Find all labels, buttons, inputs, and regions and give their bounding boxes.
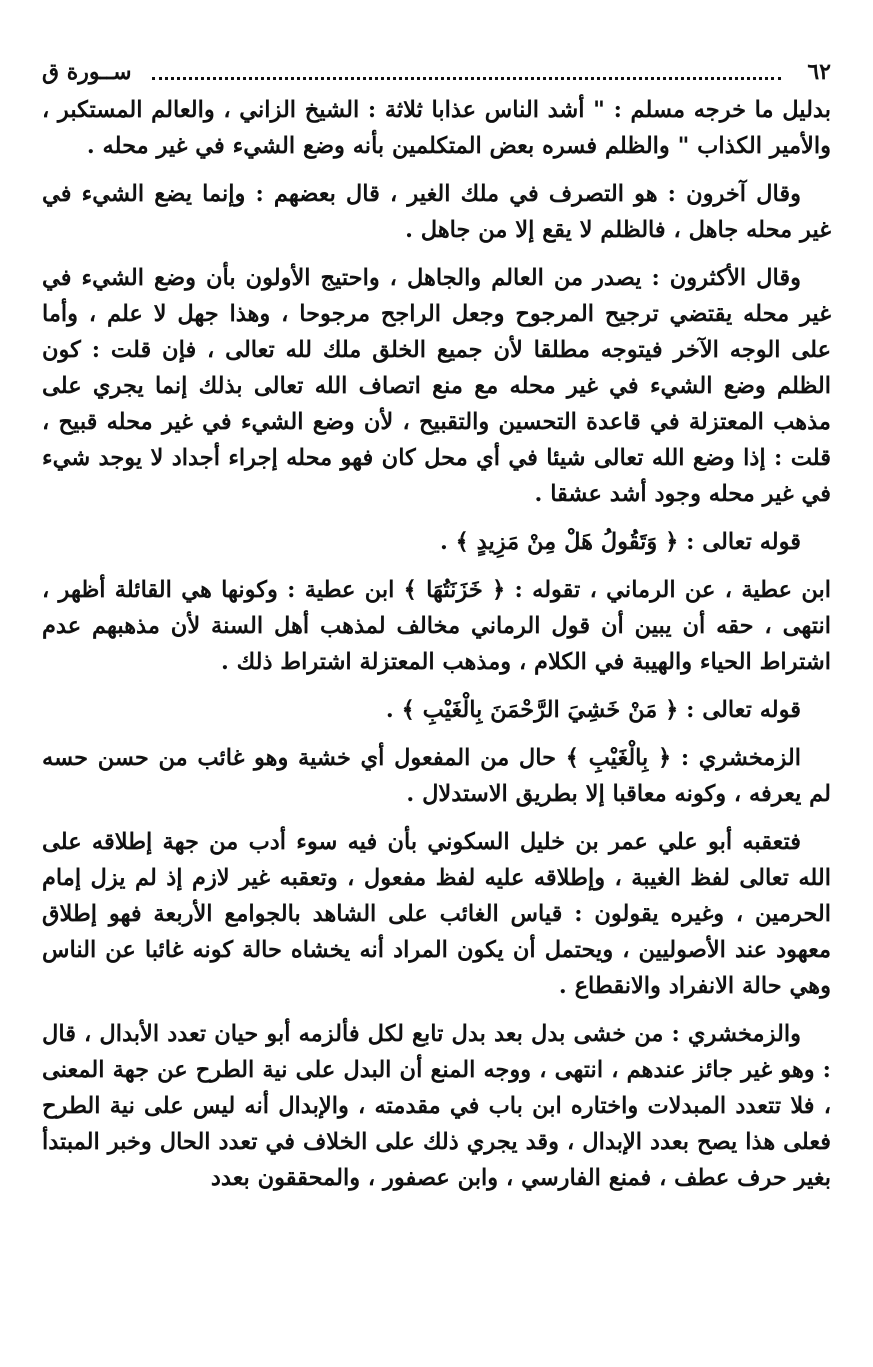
verse-heading: قوله تعالى : ﴿ وَتَقُولُ هَلْ مِنْ مَزِيدٍ ﴾ . [440,529,801,555]
paragraph: بدليل ما خرجه مسلم : " أشد الناس عذابا ثلاثة : الشيخ الزاني ، والعالم المستكبر ، والأمير الكذاب " والظلم فسره بعض المتكلمين بأنه وضع الشيء في غير محله . [42,97,831,159]
book-page [42,52,831,1342]
paragraph: وقال آخرون : هو التصرف في ملك الغير ، قال بعضهم : وإنما يضع الشيء في غير محله جاهل ، فالظلم لا يقع إلا من جاهل . [42,181,831,243]
page-number: ٦٢ [807,59,831,85]
paragraph: الزمخشري : ﴿ بِالْغَيْبِ ﴾ حال من المفعول أي خشية وهو غائب من حسن حسه لم يعرفه ، وكونه معاقبا إلا بطريق الاستدلال . [42,745,831,807]
paragraph: فتعقبه أبو علي عمر بن خليل السكوني بأن فيه سوء أدب من جهة إطلاقه على الله تعالى لفظ الغيبة ، وإطلاقه عليه لفظ مفعول ، وتعقبه غير لازم إذ لم يزل إمام الحرمين ، وغيره يقولون : قياس الغائب على الشاهد بالجوامع الأربعة فهو إطلاق معهود عند الأصوليين ، ويحتمل أن يكون المراد أنه يخشاه حالة كونه غائبا عن الناس وهي حالة الانفراد والانقطاع . [42,829,831,999]
header-dotted-rule [152,65,782,80]
paragraph: ابن عطية ، عن الرماني ، تقوله : ﴿ خَزَنَتُهَا ﴾ ابن عطية : وكونها هي القائلة أظهر ، انتهى ، حقه أن يبين أن قول الرماني مخالف لمذهب أهل السنة لأن مذهبهم عدم اشتراط الحياء والهيبة في الكلام ، ومذهب المعتزلة اشتراط ذلك . [42,577,831,675]
verse-heading: قوله تعالى : ﴿ مَنْ خَشِيَ الرَّحْمَنَ بِالْغَيْبِ ﴾ . [385,697,801,723]
paragraph: وقال الأكثرون : يصدر من العالم والجاهل ، واحتيج الأولون بأن وضع الشيء في غير محله يقتضي ترجيح المرجوح وجعل الراجح مرجوحا ، وهذا جهل لا علم ، وأما على الوجه الآخر فيتوجه مطلقا لأن جميع الخلق ملك لله تعالى ، فإن قلت : كون الظلم وضع الشيء في غير محله مع منع اتصاف الله تعالى بذلك إنما يجري على مذهب المعتزلة في قاعدة التحسين والتقبيح ، لأن وضع الشيء في غير محله قبيح ، قلت : إذا وضع الله تعالى شيئا في أي محل كان فهو محله إجراء أجداد لا يوجد شيء في غير محله وجود أشد عشقا . [42,265,831,507]
surah-title: ســورة ق [42,59,132,85]
page-body [42,92,831,1196]
page-header [42,52,831,92]
paragraph: والزمخشري : من خشى بدل بعد بدل تابع لكل فألزمه أبو حيان تعدد الأبدال ، قال : وهو غير جائز عندهم ، انتهى ، ووجه المنع أن البدل على نية الطرح عن جهة المعنى ، فلا تتعدد المبدلات واختاره ابن باب في مقدمته ، والإبدال أنه ليس على نية الطرح فعلى هذا يصح بعدد الإبدال ، وقد يجري ذلك على الخلاف في تعدد الحال وخبر المبتدأ بغير حرف عطف ، فمنع الفارسي ، وابن عصفور ، والمحققون بعدد [42,1021,831,1191]
